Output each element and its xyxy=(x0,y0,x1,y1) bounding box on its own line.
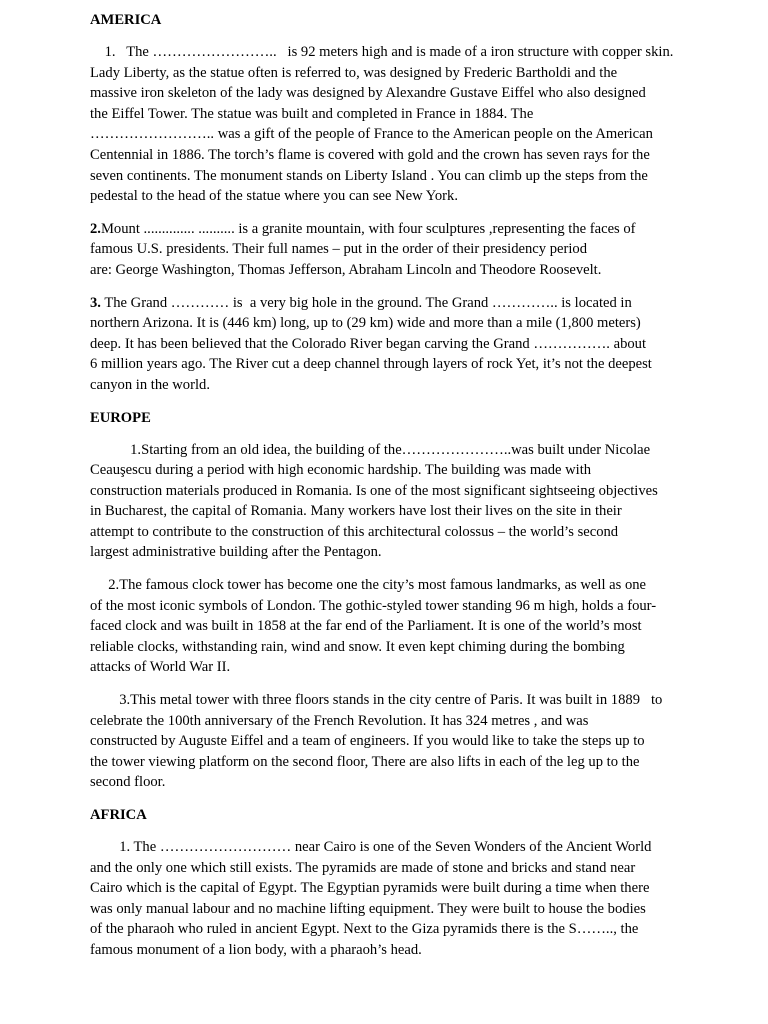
text-line: seven continents. The monument stands on Liberty Island . You can climb up the steps from the xyxy=(90,167,648,184)
section-heading-africa: AFRICA xyxy=(90,807,147,823)
text-line: reliable clocks, withstanding rain, wind and snow. It even kept chiming during the bombing xyxy=(90,638,625,655)
text-line: …………………….. was a gift of the people of France to the American people on the American xyxy=(90,126,653,143)
text-line: in Bucharest, the capital of Romania. Many workers have lost their lives on the site in their xyxy=(90,503,622,520)
text-line: was only manual labour and no machine lifting equipment. They were built to house the bodies xyxy=(90,900,646,917)
text-line: of the pharaoh who ruled in ancient Egypt. Next to the Giza pyramids there is the S…….., the xyxy=(90,921,639,938)
text-line: largest administrative building after the Pentagon. xyxy=(90,544,382,561)
section-heading-europe: EUROPE xyxy=(90,409,151,426)
text-line xyxy=(90,219,680,240)
worksheet-page xyxy=(90,10,680,961)
text-line: 1.Starting from an old idea, the building of the…………………..was built under Nicolae xyxy=(90,441,651,458)
text-line: of the most iconic symbols of London. The gothic-styled tower standing 96 m high, holds a four- xyxy=(90,597,657,614)
text-line: Cairo which is the capital of Egypt. The Egyptian pyramids were built during a time when there xyxy=(90,880,650,897)
item-number: 2. xyxy=(90,220,101,237)
text-line: deep. It has been believed that the Colorado River began carving the Grand ……………. about xyxy=(90,335,647,352)
text-line: attacks of World War II. xyxy=(90,659,231,676)
africa-paragraph-1 xyxy=(90,837,680,961)
text-line: Lady Liberty, as the statue often is referred to, was designed by Frederic Bartholdi and the xyxy=(90,64,618,81)
text-line: the tower viewing platform on the second floor, There are also lifts in each of the leg up to the xyxy=(90,753,640,770)
text-line: 3.This metal tower with three floors stands in the city centre of Paris. It was built in 1889 to xyxy=(90,692,663,709)
europe-paragraph-3 xyxy=(90,690,680,793)
text-line: Centennial in 1886. The torch’s flame is covered with gold and the crown has seven rays for the xyxy=(90,146,650,163)
text-line: celebrate the 100th anniversary of the French Revolution. It has 324 metres , and was xyxy=(90,712,589,729)
text-segment: The Grand ………… is a very big hole in the ground. The Grand ………….. is located in xyxy=(100,294,632,311)
text-line: 1. The …………………….. is 92 meters high and is made of a iron structure with copper skin. xyxy=(90,44,674,60)
text-line: faced clock and was built in 1858 at the far end of the Parliament. It is one of the world’s most xyxy=(90,618,642,635)
text-line: massive iron skeleton of the lady was designed by Alexandre Gustave Eiffel who also designed xyxy=(90,85,646,102)
text-line: Ceauşescu during a period with high economic hardship. The building was made with xyxy=(90,462,592,479)
america-paragraph-2 xyxy=(90,219,680,281)
text-line: canyon in the world. xyxy=(90,376,210,393)
text-line: and the only one which still exists. The pyramids are made of stone and bricks and stand near xyxy=(90,859,636,876)
text-line: are: George Washington, Thomas Jefferson, Abraham Lincoln and Theodore Roosevelt. xyxy=(90,261,602,278)
text-segment: Mount .............. .......... is a granite mountain, with four sculptures ,representing the faces of xyxy=(100,220,636,237)
text-line: constructed by Auguste Eiffel and a team of engineers. If you would like to take the steps up to xyxy=(90,733,645,750)
europe-paragraph-2 xyxy=(90,575,680,678)
text-line: construction materials produced in Romania. Is one of the most significant sightseeing objectives xyxy=(90,482,658,499)
text-line: famous U.S. presidents. Their full names – put in the order of their presidency period xyxy=(90,241,588,258)
text-line xyxy=(90,293,680,314)
section-heading-america: AMERICA xyxy=(90,12,162,28)
america-paragraph-3 xyxy=(90,293,680,396)
text-line: pedestal to the head of the statue where you can see New York. xyxy=(90,188,458,205)
text-line: northern Arizona. It is (446 km) long, up to (29 km) wide and more than a mile (1,800 meters) xyxy=(90,315,641,332)
item-number: 3. xyxy=(90,294,101,311)
europe-paragraph-1 xyxy=(90,440,680,564)
text-line: 2.The famous clock tower has become one the city’s most famous landmarks, as well as one xyxy=(90,577,647,594)
america-paragraph-1 xyxy=(90,42,680,207)
text-line: second floor. xyxy=(90,774,166,791)
text-line: famous monument of a lion body, with a pharaoh’s head. xyxy=(90,941,422,958)
text-line: attempt to contribute to the construction of this architectural colossus – the world’s second xyxy=(90,523,619,540)
text-line: 1. The ……………………… near Cairo is one of the Seven Wonders of the Ancient World xyxy=(90,839,652,855)
text-line: the Eiffel Tower. The statue was built and completed in France in 1884. The xyxy=(90,105,534,122)
text-line: 6 million years ago. The River cut a deep channel through layers of rock Yet, it’s not the deepest xyxy=(90,356,652,373)
